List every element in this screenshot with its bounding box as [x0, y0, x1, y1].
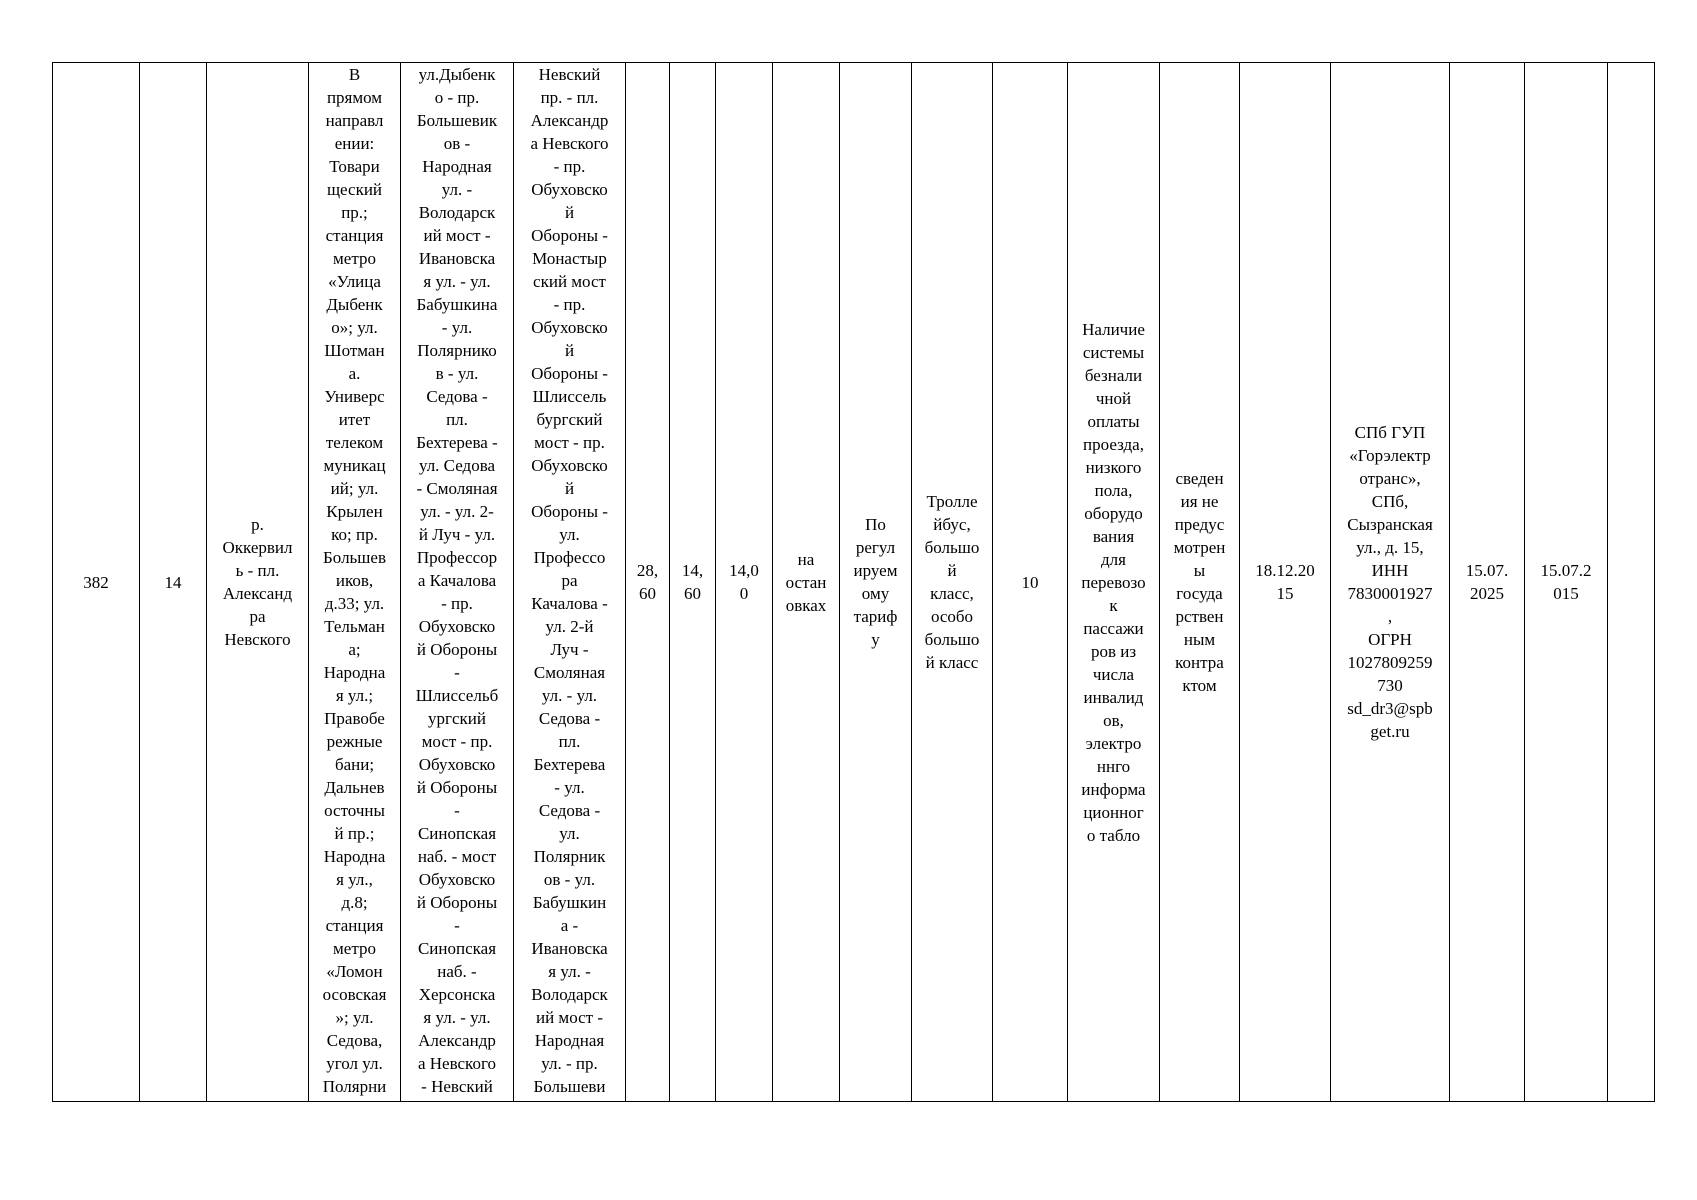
length-total-cell: [626, 63, 670, 1102]
stop-order-cell: [773, 63, 840, 1102]
route-name-cell: [207, 63, 309, 1102]
vehicle-type: Тролле йбус, большо й класс, особо большо й класс: [924, 492, 980, 672]
vehicle-type-cell: [912, 63, 993, 1102]
streets-backward: Невский пр. - пл. Александр а Невского - пр. Обуховско й Обороны - Монастыр ский мост - пр. Обуховско й Обороны - Шлиссель бургский мост - пр. Обуховско й Обороны - ул. Профессо ра Качалова - ул. 2-й Луч - Смоляная ул. - ул. Седова - пл. Бехтерева - ул. Седова - ул. Полярник ов - ул. Бабушкин а - Ивановска я ул. - Володарск ий мост - Народная ул. - пр. Большеви: [530, 65, 609, 1096]
date-a: 15.07. 2025: [1465, 561, 1509, 603]
length-backward-cell: [716, 63, 773, 1102]
stops-cell: [309, 63, 401, 1102]
route-registry-table: [52, 62, 1655, 1102]
fare-type-cell: [840, 63, 912, 1102]
date-b-cell: [1525, 63, 1608, 1102]
contract-info: сведен ия не предус мотрен ы госуда рствен ным контра ктом: [1173, 469, 1226, 695]
carrier-cell: [1331, 63, 1450, 1102]
date-b: 15.07.2 015: [1540, 561, 1592, 603]
length-total: 28, 60: [636, 561, 659, 603]
reg-number: 382: [83, 572, 109, 592]
start-date-cell: [1240, 63, 1331, 1102]
stops-list: В прямом направл ении: Товари щеский пр.; станция метро «Улица Дыбенк о»; ул. Шотман а. Универс итет телеком муникац ий; ул. Крылен ко; пр. Большев иков, д.33; ул. Тельман а; Народна я ул.; Правобе режные бани; Дальнев осточны й пр.; Народна я ул., д.8; станция метро «Ломон осовская »; ул. Седова, угол ул. Полярни: [322, 65, 387, 1096]
route-number: 14: [164, 572, 182, 592]
stop-order: на остан овках: [785, 549, 827, 615]
vehicle-features-cell: [1068, 63, 1160, 1102]
length-backward: 14,0 0: [729, 561, 759, 603]
table-row: [53, 63, 1655, 1102]
date-a-cell: [1450, 63, 1525, 1102]
extra-cell: [1608, 63, 1655, 1102]
vehicle-features: Наличие системы безнали чной оплаты проезда, низкого пола, оборудо вания для перевозо к пассажи ров из числа инвалид ов, электро ннго информа ционног о табло: [1081, 319, 1146, 845]
carrier-info: СПб ГУП «Горэлектр отранс», СПб, Сызранская ул., д. 15, ИНН 7830001927 , ОГРН 1027809259 730 sd_dr3@spb get.ru: [1347, 423, 1433, 741]
vehicle-count: 10: [1021, 572, 1039, 592]
vehicle-count-cell: [993, 63, 1068, 1102]
length-forward-cell: [670, 63, 716, 1102]
contract-info-cell: [1160, 63, 1240, 1102]
start-date: 18.12.20 15: [1255, 561, 1315, 603]
length-forward: 14, 60: [681, 561, 704, 603]
route-number-cell: [140, 63, 207, 1102]
route-name: р. Оккервил ь - пл. Александ ра Невского: [222, 515, 293, 649]
streets-forward-cell: [401, 63, 514, 1102]
reg-number-cell: [53, 63, 140, 1102]
streets-backward-cell: [514, 63, 626, 1102]
fare-type: По регул ируем ому тариф у: [853, 515, 898, 649]
streets-forward: ул.Дыбенк о - пр. Большевик ов - Народная ул. - Володарск ий мост - Ивановска я ул. - ул. Бабушкина - ул. Полярнико в - ул. Седова - пл. Бехтерева - ул. Седова - Смоляная ул. - ул. 2- й Луч - ул. Профессор а Качалова - пр. Обуховско й Обороны - Шлиссельб ургский мост - пр. Обуховско й Обороны - Синопская наб. - мост Обуховско й Обороны - Синопская наб. - Херсонска я ул. - ул. Александр а Невского - Невский: [415, 65, 499, 1096]
